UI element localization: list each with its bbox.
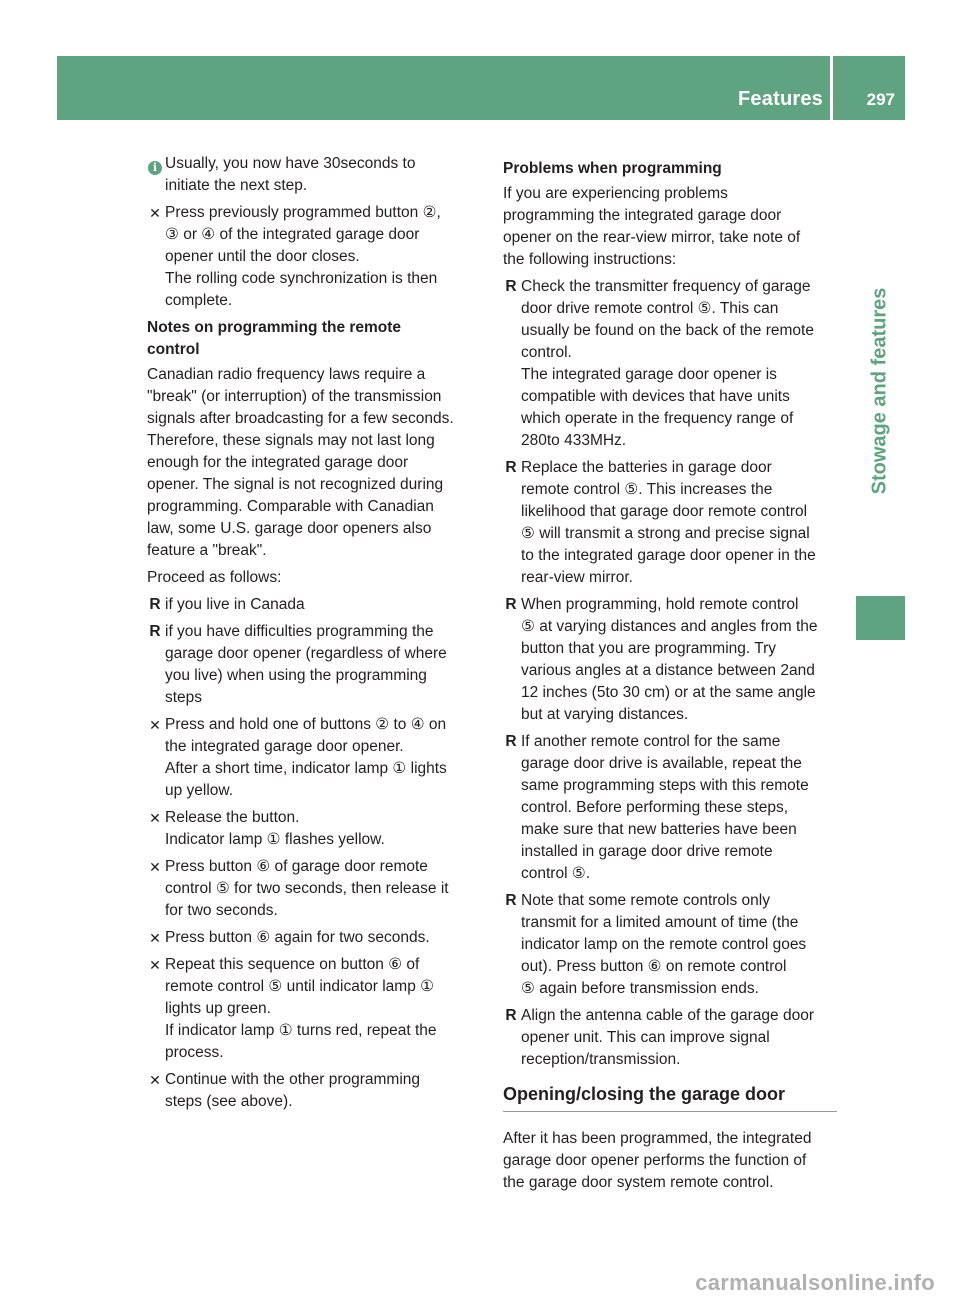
text-line: but at varying distances.	[521, 706, 689, 723]
info-icon	[147, 156, 163, 178]
info-note	[147, 153, 482, 197]
text-line: for two seconds.	[165, 902, 278, 919]
text-line: ③ or ④ of the integrated garage door	[165, 226, 420, 243]
text-line: Problems when programming	[503, 160, 722, 177]
text-line: opener unit. This can improve signal	[521, 1029, 770, 1046]
bullet-icon: R	[149, 623, 161, 640]
bullet-icon: R	[505, 733, 517, 750]
bullet-item	[503, 890, 837, 1000]
bullet-item	[503, 457, 837, 589]
text-line: lights up green.	[165, 1000, 271, 1017]
text-line: Note that some remote controls only	[521, 892, 770, 909]
text-line: complete.	[165, 292, 233, 309]
text-line: 280to 433MHz.	[521, 432, 627, 449]
text-line: ⑤ will transmit a strong and precise signal	[521, 525, 810, 542]
bullet-icon: R	[505, 278, 517, 295]
text-line: which operate in the frequency range of	[521, 410, 794, 427]
text-line: Press previously programmed button ②,	[165, 204, 441, 221]
text-line: you live) when using the programming	[165, 667, 427, 684]
text-line: garage door opener performs the function of	[503, 1152, 807, 1169]
text-line: Release the button.	[165, 809, 300, 826]
paragraph	[503, 183, 837, 271]
text-line: Continue with the other programming	[165, 1071, 421, 1088]
text-line: control ⑤.	[521, 865, 591, 882]
paragraph	[503, 1128, 837, 1194]
paragraph	[147, 567, 482, 589]
bullet-item	[147, 621, 482, 709]
text-line: likelihood that garage door remote control	[521, 503, 808, 520]
text-line: to the integrated garage door opener in the	[521, 547, 816, 564]
paragraph	[147, 364, 482, 562]
page-header	[57, 56, 905, 120]
bullet-item	[503, 1005, 837, 1071]
text-line: remote control ⑤ until indicator lamp ①	[165, 978, 435, 995]
left-column	[147, 153, 482, 1118]
text-line: programming the integrated garage door	[503, 207, 782, 224]
bullet-icon: R	[505, 596, 517, 613]
text-line: Canadian radio frequency laws require a	[147, 366, 426, 383]
text-line: The integrated garage door opener is	[521, 366, 777, 383]
text-line: indicator lamp on the remote control goes	[521, 936, 807, 953]
step-arrow-icon: ✕	[149, 859, 161, 875]
text-line: remote control ⑤. This increases the	[521, 481, 773, 498]
text-line: steps (see above).	[165, 1093, 293, 1110]
step-item	[147, 202, 482, 312]
text-line: Press and hold one of buttons ② to ④ on	[165, 716, 447, 733]
step-arrow-icon: ✕	[149, 810, 161, 826]
text-line: up yellow.	[165, 782, 234, 799]
text-line: Press button ⑥ of garage door remote	[165, 858, 428, 875]
page-number: 297	[866, 90, 895, 109]
step-item	[147, 1069, 482, 1113]
section-title	[503, 1083, 837, 1112]
chapter-title: Features	[738, 88, 823, 110]
step-item	[147, 927, 482, 949]
section-heading	[503, 158, 837, 180]
text-line: If another remote control for the same	[521, 733, 781, 750]
text-line: opener on the rear-view mirror, take note of	[503, 229, 801, 246]
text-line: rear-view mirror.	[521, 569, 633, 586]
text-line: steps	[165, 689, 203, 706]
text-line: ⑤ again before transmission ends.	[521, 980, 759, 997]
text-line: Repeat this sequence on button ⑥ of	[165, 956, 420, 973]
text-line: process.	[165, 1044, 224, 1061]
text-line: feature a "break".	[147, 542, 267, 559]
step-arrow-icon: ✕	[149, 930, 161, 946]
step-item	[147, 807, 482, 851]
text-line: the following instructions:	[503, 251, 677, 268]
text-line: control.	[521, 344, 572, 361]
step-arrow-icon: ✕	[149, 1072, 161, 1088]
text-line: Check the transmitter frequency of garage	[521, 278, 811, 295]
text-line: The rolling code synchronization is then	[165, 270, 438, 287]
watermark: carmanualsonline.info	[695, 1270, 935, 1295]
text-line: button that you are programming. Try	[521, 640, 777, 657]
header-divider	[830, 56, 833, 120]
text-line: usually be found on the back of the remote	[521, 322, 814, 339]
text-line: control ⑤ for two seconds, then release it	[165, 880, 449, 897]
section-heading	[147, 317, 482, 361]
text-line: Replace the batteries in garage door	[521, 459, 772, 476]
text-line: When programming, hold remote control	[521, 596, 799, 613]
text-line: installed in garage door drive remote	[521, 843, 773, 860]
text-line: reception/transmission.	[521, 1051, 681, 1068]
text-line: After it has been programmed, the integrated	[503, 1130, 812, 1147]
bullet-item	[147, 594, 482, 616]
text-line: door drive remote control ⑤. This can	[521, 300, 779, 317]
text-line: signals after broadcasting for a few seconds.	[147, 410, 454, 427]
bullet-icon: R	[505, 459, 517, 476]
side-tab	[856, 186, 905, 596]
text-line: initiate the next step.	[165, 177, 308, 194]
text-line: out). Press button ⑥ on remote control	[521, 958, 787, 975]
text-line: Notes on programming the remote	[147, 319, 402, 336]
text-line: opener until the door closes.	[165, 248, 360, 265]
text-line: 12 inches (5to 30 cm) or at the same angle	[521, 684, 816, 701]
text-line: Align the antenna cable of the garage door	[521, 1007, 815, 1024]
text-line: If you are experiencing problems	[503, 185, 728, 202]
bullet-icon: R	[149, 596, 161, 613]
right-column	[503, 153, 837, 1199]
bullet-item	[503, 594, 837, 726]
side-tab-marker	[856, 596, 905, 640]
step-item	[147, 954, 482, 1064]
text-line: Indicator lamp ① flashes yellow.	[165, 831, 385, 848]
text-line: "break" (or interruption) of the transmission	[147, 388, 442, 405]
bullet-icon: R	[505, 1007, 517, 1024]
text-line: Therefore, these signals may not last long	[147, 432, 435, 449]
side-tab-label: Stowage and features	[868, 287, 891, 495]
step-arrow-icon: ✕	[149, 717, 161, 733]
step-arrow-icon: ✕	[149, 957, 161, 973]
info-icon-glyph: i	[148, 161, 162, 175]
text-line: ⑤ at varying distances and angles from the	[521, 618, 818, 635]
text-line: if you have difficulties programming the	[165, 623, 434, 640]
text-line: enough for the integrated garage door	[147, 454, 409, 471]
text-line: same programming steps with this remote	[521, 777, 809, 794]
text-line: law, some U.S. garage door openers also	[147, 520, 432, 537]
text-line: If indicator lamp ① turns red, repeat the	[165, 1022, 437, 1039]
bullet-item	[503, 731, 837, 885]
text-line: garage door opener (regardless of where	[165, 645, 447, 662]
text-line: Usually, you now have 30seconds to	[165, 155, 416, 172]
bullet-icon: R	[505, 892, 517, 909]
text-line: Proceed as follows:	[147, 569, 282, 586]
text-line: various angles at a distance between 2and	[521, 662, 815, 679]
text-line: opener. The signal is not recognized during	[147, 476, 444, 493]
step-arrow-icon: ✕	[149, 205, 161, 221]
text-line: if you live in Canada	[165, 596, 305, 613]
text-line: compatible with devices that have units	[521, 388, 790, 405]
step-item	[147, 856, 482, 922]
text-line: After a short time, indicator lamp ① lights	[165, 760, 447, 777]
text-line: the garage door system remote control.	[503, 1174, 774, 1191]
text-line: control. Before performing these steps,	[521, 799, 789, 816]
step-item	[147, 714, 482, 802]
text-line: the integrated garage door opener.	[165, 738, 404, 755]
text-line: make sure that new batteries have been	[521, 821, 797, 838]
text-line: Opening/closing the garage door	[503, 1084, 786, 1104]
text-line: Press button ⑥ again for two seconds.	[165, 929, 430, 946]
text-line: garage door drive is available, repeat the	[521, 755, 802, 772]
text-line: transmit for a limited amount of time (the	[521, 914, 799, 931]
text-line: programming. Comparable with Canadian	[147, 498, 434, 515]
text-line: control	[147, 341, 200, 358]
bullet-item	[503, 276, 837, 452]
